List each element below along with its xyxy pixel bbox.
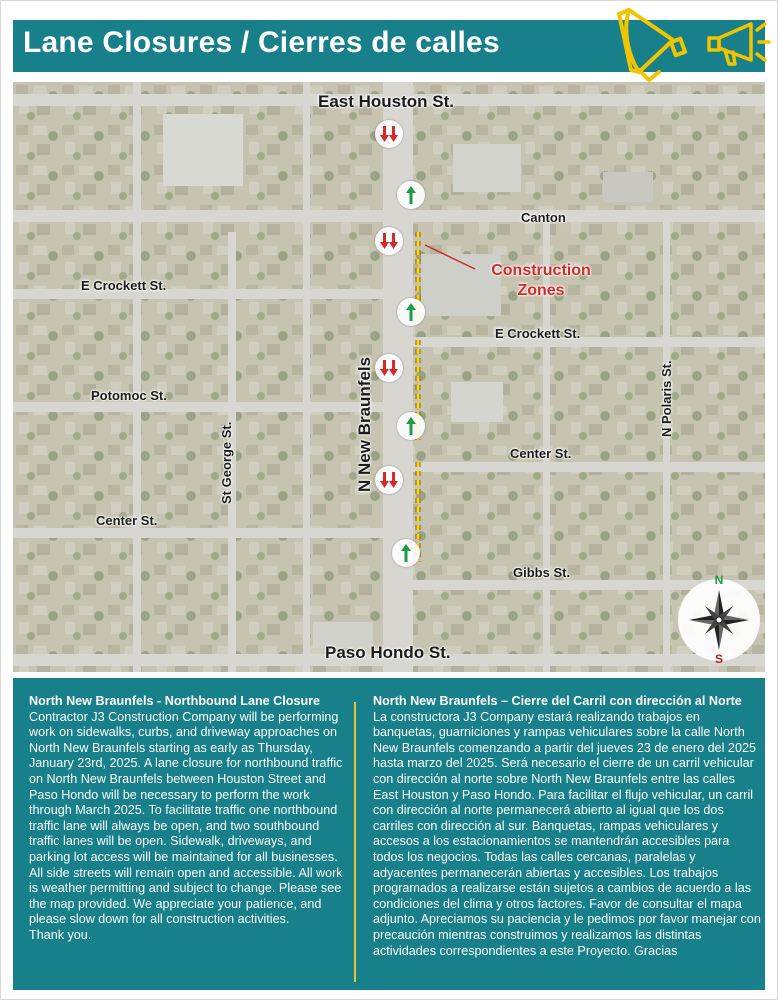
- english-body: Contractor J3 Construction Company will be performing work on sidewalks, curbs, and driveway approaches on North New Braunfels starting as early as Thursday, January 23rd, 2025. A lane closure for northbound traffic on North New Braunfels between Houston Street and Paso Hondo will be necessary to perform the work through March 2025. To facilitate traffic one northbound traffic lane will always be open, and two southbound traffic lanes will be open. Sidewalk, driveways, and parking lot access will be maintained for all businesses. All side streets will remain open and accessible. All work is weather permitting and subject to change. Please see the map provided. We appreciate your patience, and please slow down for all construction activities.: [29, 709, 343, 927]
- street-map: [13, 82, 765, 672]
- english-heading: North New Braunfels - Northbound Lane Closure: [29, 694, 321, 708]
- street-label-potomoc: Potomoc St.: [91, 388, 167, 403]
- page-title: Lane Closures / Cierres de calles: [23, 26, 500, 59]
- street-label-e-crockett-west: E Crockett St.: [81, 278, 167, 293]
- street-label-gibbs: Gibbs St.: [513, 565, 571, 580]
- street-label-canton: Canton: [521, 210, 566, 225]
- compass-north-label: N: [714, 573, 724, 587]
- compass-south-label: S: [714, 652, 724, 666]
- southbound-lanes-icon: [375, 227, 403, 255]
- street-label-center-west: Center St.: [96, 513, 158, 528]
- street-label-e-crockett-east: E Crockett St.: [495, 326, 581, 341]
- spanish-notice: [373, 694, 763, 959]
- street-label-n-polaris: N Polaris St.: [659, 360, 674, 437]
- info-panel: [13, 678, 765, 990]
- southbound-lanes-icon: [375, 466, 403, 494]
- southbound-lanes-icon: [375, 120, 403, 148]
- northbound-lane-icon: [397, 412, 425, 440]
- northbound-lane-icon: [397, 181, 425, 209]
- southbound-lanes-icon: [375, 354, 403, 382]
- northbound-lane-icon: [392, 539, 420, 567]
- northbound-lane-icon: [397, 298, 425, 326]
- megaphone-icon: [703, 14, 773, 74]
- column-divider: [354, 702, 356, 982]
- construction-label-line2: Zones: [517, 282, 565, 299]
- title-banner: [13, 20, 765, 72]
- megaphone-icon: [601, 4, 696, 84]
- street-label-paso-hondo: Paso Hondo St.: [325, 643, 451, 662]
- spanish-body: La constructora J3 Company estará realizando trabajos en banquetas, guarniciones y rampas vehiculares sobre la calle North New Braunfels comenzando a partir del jueves 23 de enero del 2025 hasta marzo del 2025. Será necesario el cierre de un carril vehicular con dirección al norte sobre North New Braunfels entre las calles East Houston y Paso Hondo. Para facilitar el flujo vehicular, un carril con dirección al norte permanecerá abierto al igual que los dos carriles con dirección al sur. Banquetas, rampas vehiculares y accesos a los estacionamientos se mantendrán accesibles para todos los negocios. Todas las calles cercanas, paralelas y adyacentes permanecerán abiertas y accesibles. Los trabajos programados a realizarse están sujetos a cambios de acuerdo a las condiciones del clima y otros factores. Favor de consultar el mapa adjunto. Apreciamos su paciencia y le pedimos por favor manejar con precaución mientras construimos y realizamos las distintas actividades correspondientes a este Proyecto. Gracias: [373, 709, 761, 958]
- construction-label-line1: Construction: [491, 262, 591, 279]
- street-label-n-new-braunfels: N New Braunfels: [355, 356, 374, 492]
- street-label-st-george: St George St.: [219, 421, 234, 504]
- spanish-heading: North New Braunfels – Cierre del Carril con dirección al Norte: [373, 694, 742, 708]
- compass-rose: [676, 570, 762, 666]
- construction-zones-label: [471, 261, 611, 301]
- english-notice: [29, 694, 349, 944]
- english-thanks: Thank you.: [29, 927, 92, 942]
- street-label-center-east: Center St.: [510, 446, 572, 461]
- street-label-east-houston: East Houston St.: [318, 92, 455, 111]
- compass-icon: [676, 570, 762, 666]
